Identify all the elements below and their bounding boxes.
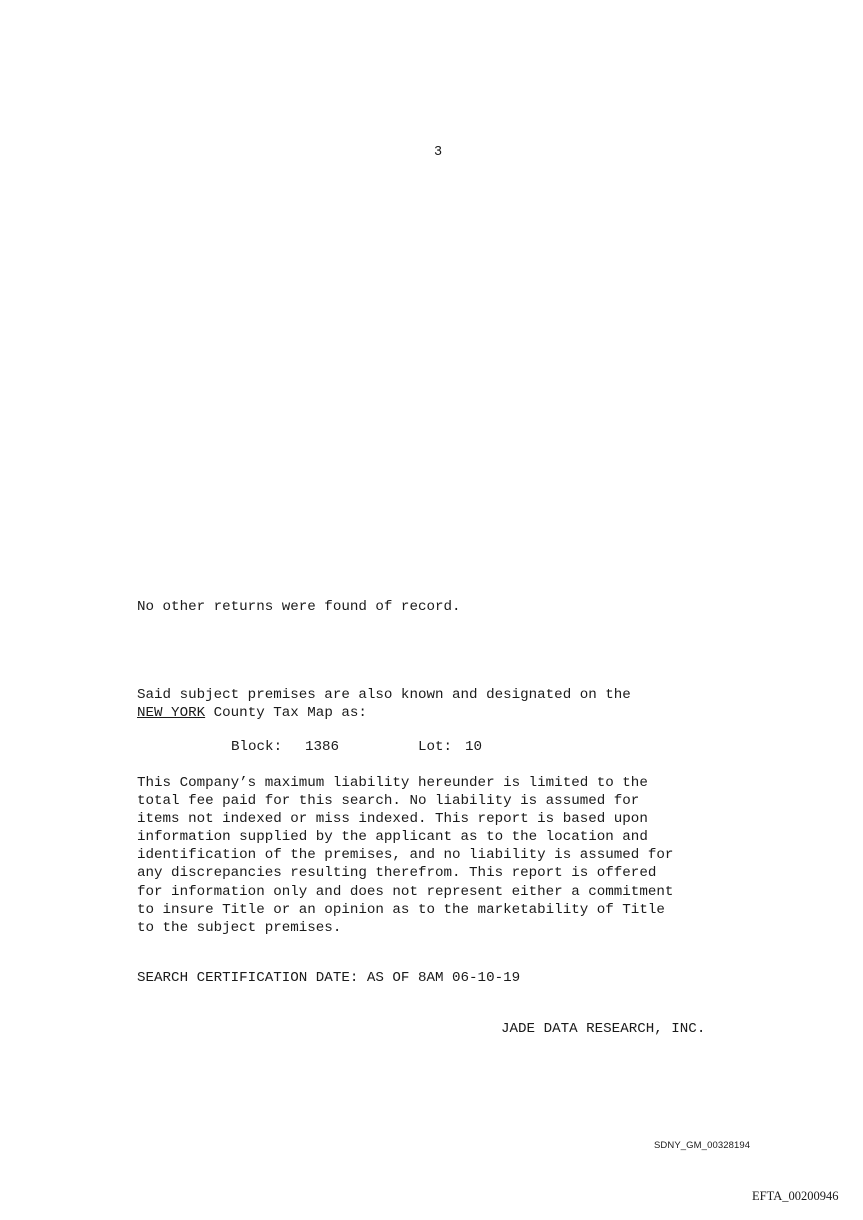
search-certification-date: SEARCH CERTIFICATION DATE: AS OF 8AM 06-10-19 xyxy=(137,970,521,986)
premises-statement xyxy=(137,686,631,722)
block-value: 1386 xyxy=(305,739,340,755)
efta-bates-number: EFTA_00200946 xyxy=(752,1189,839,1203)
premises-line-2: County Tax Map as: xyxy=(205,705,367,722)
liability-line: items not indexed or miss indexed. This report is based upon xyxy=(137,811,648,828)
liability-disclaimer xyxy=(137,774,673,937)
no-returns-statement: No other returns were found of record. xyxy=(137,599,461,615)
company-name: JADE DATA RESEARCH, INC. xyxy=(501,1021,706,1037)
liability-line: This Company’s maximum liability hereunder is limited to the xyxy=(137,775,648,791)
liability-line: to insure Title or an opinion as to the marketability of Title xyxy=(137,901,665,918)
page-number: 3 xyxy=(434,145,443,160)
lot-label: Lot: xyxy=(418,739,453,755)
liability-line: any discrepancies resulting therefrom. This report is offered xyxy=(137,865,657,882)
premises-line-1: Said subject premises are also known and designated on the xyxy=(137,687,631,703)
county-name: NEW YORK xyxy=(137,705,206,722)
liability-line: for information only and does not represent either a commitment xyxy=(137,883,674,900)
liability-line: to the subject premises. xyxy=(137,919,342,936)
liability-line: information supplied by the applicant as to the location and xyxy=(137,829,648,846)
liability-line: identification of the premises, and no liability is assumed for xyxy=(137,847,674,864)
liability-line: total fee paid for this search. No liability is assumed for xyxy=(137,793,640,810)
sdny-bates-number: SDNY_GM_00328194 xyxy=(654,1140,751,1151)
lot-value: 10 xyxy=(465,739,483,755)
block-label: Block: xyxy=(231,739,283,755)
